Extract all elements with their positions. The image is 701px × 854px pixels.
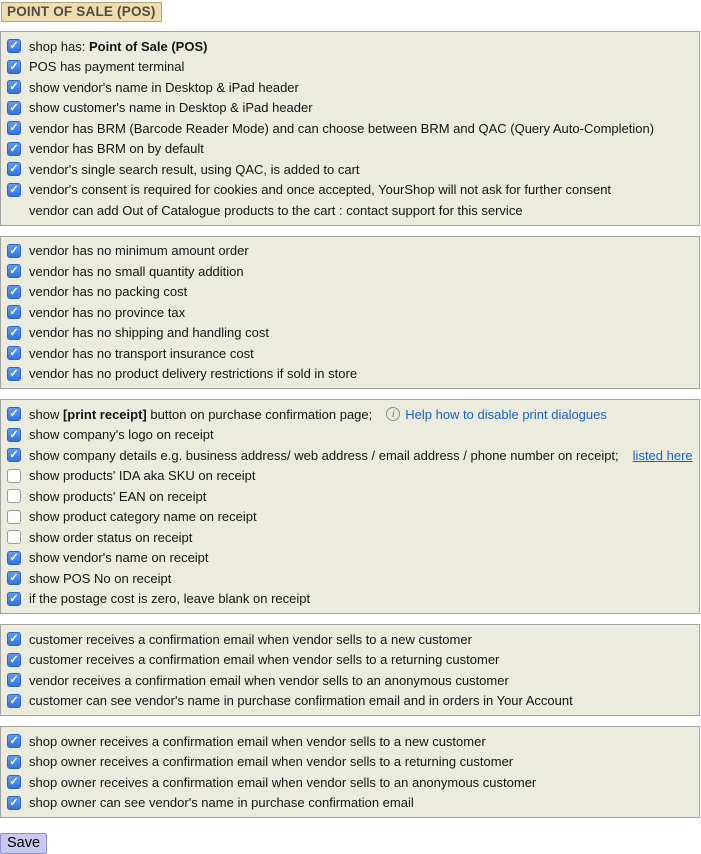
- checkbox-label: vendor has no minimum amount order: [29, 243, 249, 259]
- checkbox-row: [5, 118, 695, 139]
- checkbox-label: customer can see vendor's name in purchase confirmation email and in orders in Your Account: [29, 693, 573, 709]
- checkbox-label: vendor receives a confirmation email when vendor sells to an anonymous customer: [29, 672, 509, 688]
- checkbox-row: [5, 629, 695, 650]
- checkbox-label: show [print receipt] button on purchase confirmation page;: [29, 406, 373, 422]
- checkbox-row: [5, 77, 695, 98]
- checkbox-label: show order status on receipt: [29, 529, 193, 545]
- settings-section: [0, 624, 700, 716]
- checkbox-row: [5, 241, 695, 262]
- checkbox-checked-icon[interactable]: [7, 367, 21, 381]
- checkbox-checked-icon[interactable]: [7, 39, 21, 53]
- checkbox-checked-icon[interactable]: [7, 121, 21, 135]
- checkbox-label: show company's logo on receipt: [29, 427, 214, 443]
- checkbox-row: [5, 527, 695, 548]
- checkbox-label: vendor has no shipping and handling cost: [29, 325, 269, 341]
- checkbox-row: [5, 200, 695, 221]
- sections: [0, 31, 701, 818]
- checkbox-row: [5, 261, 695, 282]
- checkbox-label: shop owner receives a confirmation email when vendor sells to an anonymous customer: [29, 774, 537, 790]
- checkbox-row: [5, 445, 695, 466]
- checkbox-checked-icon[interactable]: [7, 775, 21, 789]
- checkbox-row: [5, 425, 695, 446]
- checkbox-label: show customer's name in Desktop & iPad header: [29, 100, 313, 116]
- checkbox-label: vendor has BRM (Barcode Reader Mode) and can choose between BRM and QAC (Query Auto-Completion): [29, 120, 655, 136]
- checkbox-checked-icon[interactable]: [7, 80, 21, 94]
- checkbox-label: shop owner receives a confirmation email when vendor sells to a new customer: [29, 733, 486, 749]
- checkbox-checked-icon[interactable]: [7, 346, 21, 360]
- checkbox-label: vendor has no packing cost: [29, 284, 188, 300]
- settings-section: [0, 236, 700, 390]
- checkbox-row: [5, 731, 695, 752]
- checkbox-row: [5, 772, 695, 793]
- checkbox-row: [5, 589, 695, 610]
- checkbox-label: show products' EAN on receipt: [29, 488, 207, 504]
- checkbox-label: vendor can add Out of Catalogue products to the cart : contact support for this service: [29, 202, 523, 218]
- checkbox-checked-icon[interactable]: [7, 448, 21, 462]
- checkbox-row: [5, 568, 695, 589]
- checkbox-label: customer receives a confirmation email when vendor sells to a new customer: [29, 631, 472, 647]
- checkbox-label: show products' IDA aka SKU on receipt: [29, 468, 256, 484]
- checkbox-checked-icon[interactable]: [7, 796, 21, 810]
- checkbox-label: show vendor's name in Desktop & iPad header: [29, 79, 299, 95]
- checkbox-label: shop owner receives a confirmation email when vendor sells to a returning customer: [29, 754, 514, 770]
- checkbox-label: vendor's consent is required for cookies and once accepted, YourShop will not ask for further consent: [29, 182, 612, 198]
- checkbox-checked-icon[interactable]: [7, 632, 21, 646]
- checkbox-label: show vendor's name on receipt: [29, 550, 209, 566]
- checkbox-checked-icon[interactable]: [7, 551, 21, 565]
- checkbox-row: [5, 691, 695, 712]
- checkbox-checked-icon[interactable]: [7, 755, 21, 769]
- checkbox-checked-icon[interactable]: [7, 326, 21, 340]
- checkbox-checked-icon[interactable]: [7, 264, 21, 278]
- checkbox-label: customer receives a confirmation email when vendor sells to a returning customer: [29, 652, 500, 668]
- checkbox-row: [5, 548, 695, 569]
- checkbox-checked-icon[interactable]: [7, 183, 21, 197]
- checkbox-checked-icon[interactable]: [7, 653, 21, 667]
- checkbox-unchecked-icon[interactable]: [7, 489, 21, 503]
- checkbox-checked-icon[interactable]: [7, 142, 21, 156]
- checkbox-label: vendor has no small quantity addition: [29, 263, 244, 279]
- checkbox-row: [5, 57, 695, 78]
- checkbox-label: show POS No on receipt: [29, 570, 172, 586]
- checkbox-row: [5, 670, 695, 691]
- checkbox-row: [5, 486, 695, 507]
- checkbox-label: POS has payment terminal: [29, 59, 185, 75]
- checkbox-checked-icon[interactable]: [7, 101, 21, 115]
- checkbox-row: [5, 343, 695, 364]
- checkbox-row: [5, 404, 695, 425]
- settings-section: [0, 31, 700, 226]
- checkbox-label: vendor has BRM on by default: [29, 141, 204, 157]
- checkbox-label: show company details e.g. business address/ web address / email address / phone number on receipt;: [29, 447, 619, 463]
- checkbox-checked-icon[interactable]: [7, 694, 21, 708]
- checkbox-label: if the postage cost is zero, leave blank on receipt: [29, 591, 311, 607]
- checkbox-checked-icon[interactable]: [7, 407, 21, 421]
- checkbox-label: shop has: Point of Sale (POS): [29, 38, 208, 54]
- checkbox-checked-icon[interactable]: [7, 60, 21, 74]
- checkbox-checked-icon[interactable]: [7, 285, 21, 299]
- checkbox-label: vendor has no province tax: [29, 304, 186, 320]
- checkbox-checked-icon[interactable]: [7, 428, 21, 442]
- checkbox-checked-icon[interactable]: [7, 734, 21, 748]
- checkbox-row: [5, 752, 695, 773]
- checkbox-checked-icon[interactable]: [7, 592, 21, 606]
- settings-section: [0, 399, 700, 614]
- checkbox-row: [5, 98, 695, 119]
- listed-here-link[interactable]: listed here: [632, 447, 693, 463]
- checkbox-row: [5, 36, 695, 57]
- checkbox-row: [5, 364, 695, 385]
- checkbox-row: [5, 507, 695, 528]
- save-button[interactable]: Save: [0, 833, 47, 854]
- checkbox-checked-icon[interactable]: [7, 162, 21, 176]
- checkbox-row: [5, 466, 695, 487]
- checkbox-label: vendor has no product delivery restrictions if sold in store: [29, 366, 358, 382]
- checkbox-row: [5, 159, 695, 180]
- checkbox-unchecked-icon[interactable]: [7, 530, 21, 544]
- checkbox-checked-icon[interactable]: [7, 571, 21, 585]
- info-icon: i: [386, 407, 400, 421]
- checkbox-label: vendor has no transport insurance cost: [29, 345, 254, 361]
- checkbox-checked-icon[interactable]: [7, 305, 21, 319]
- checkbox-row: [5, 139, 695, 160]
- checkbox-checked-icon[interactable]: [7, 244, 21, 258]
- checkbox-row: [5, 282, 695, 303]
- checkbox-unchecked-icon[interactable]: [7, 469, 21, 483]
- settings-section: [0, 726, 700, 818]
- checkbox-label: shop owner can see vendor's name in purchase confirmation email: [29, 795, 414, 811]
- checkbox-checked-icon[interactable]: [7, 673, 21, 687]
- page-title: POINT OF SALE (POS): [1, 2, 162, 22]
- checkbox-spacer: [7, 203, 21, 217]
- checkbox-row: [5, 650, 695, 671]
- help-disable-print-dialogues-link[interactable]: Help how to disable print dialogues: [405, 406, 607, 422]
- checkbox-label: show product category name on receipt: [29, 509, 257, 525]
- checkbox-row: [5, 302, 695, 323]
- checkbox-label: vendor's single search result, using QAC, is added to cart: [29, 161, 360, 177]
- checkbox-unchecked-icon[interactable]: [7, 510, 21, 524]
- checkbox-row: [5, 323, 695, 344]
- checkbox-row: [5, 180, 695, 201]
- checkbox-row: [5, 793, 695, 814]
